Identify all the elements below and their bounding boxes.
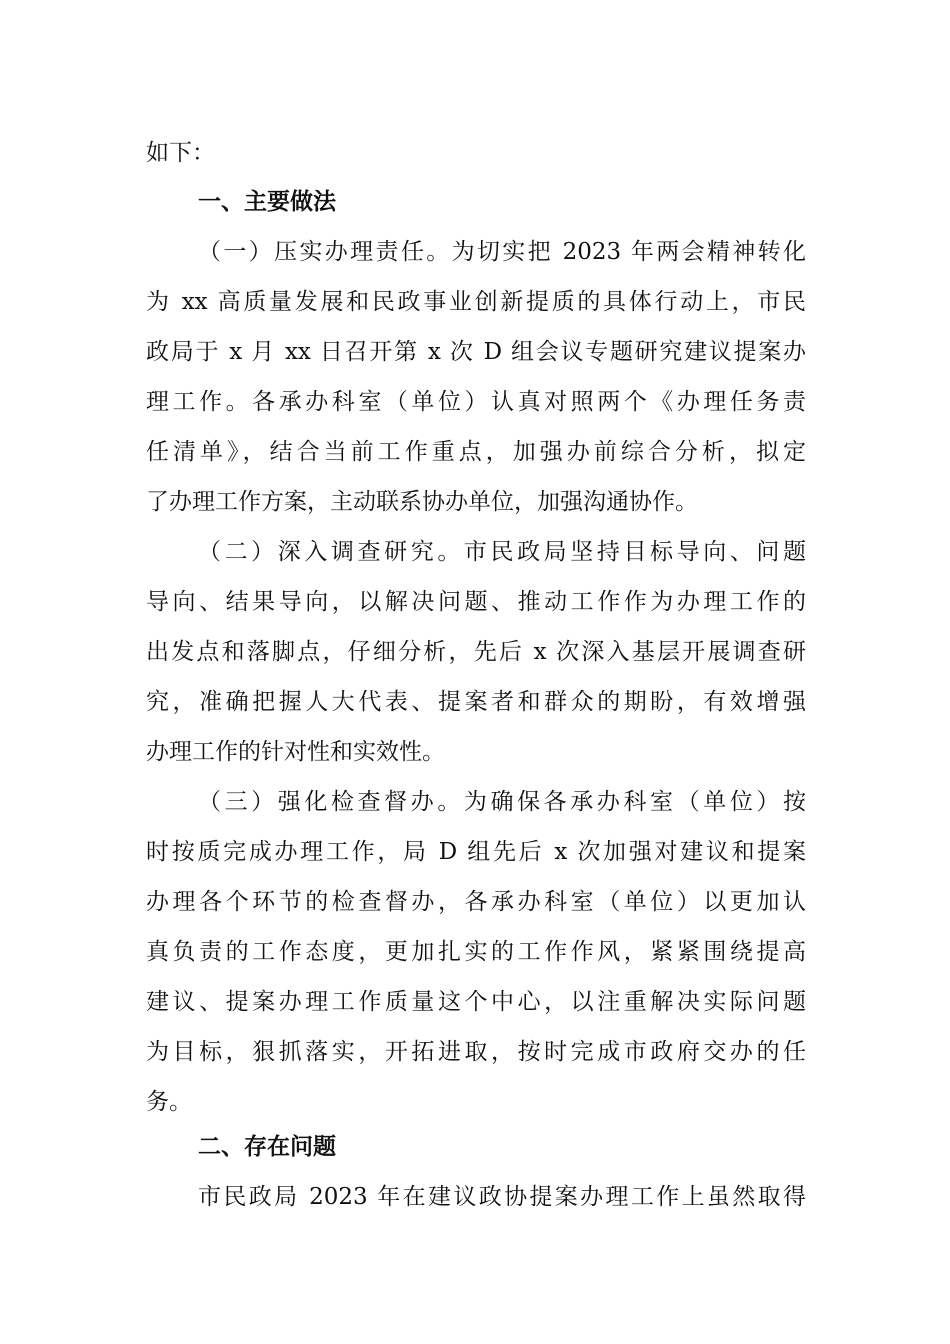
paragraph-2-line-1: （二）深入调查研究。市民政局坚持目标导向、问题 <box>198 539 806 565</box>
paragraph-1-line-6: 了办理工作方案，主动联系协办单位，加强沟通协作。 <box>146 489 698 515</box>
paragraph-3-line-4: 真负责的工作态度，更加扎实的工作作风，紧紧围绕提高 <box>146 939 806 965</box>
paragraph-3-line-5: 建议、提案办理工作质量这个中心，以注重解决实际问题 <box>146 989 806 1015</box>
section-1-heading: 一、主要做法 <box>198 189 336 215</box>
paragraph-1-line-4: 理工作。各承办科室（单位）认真对照两个《办理任务责 <box>146 389 806 415</box>
paragraph-1-line-2: 为 xx 高质量发展和民政事业创新提质的具体行动上，市民 <box>146 289 806 315</box>
paragraph-3-line-2: 时按质完成办理工作，局 D 组先后 x 次加强对建议和提案 <box>146 839 806 865</box>
paragraph-1-line-5: 任清单》，结合当前工作重点，加强办前综合分析，拟定 <box>146 439 806 465</box>
paragraph-1-line-1: （一）压实办理责任。为切实把 2023 年两会精神转化 <box>198 239 806 265</box>
paragraph-2-line-4: 究，准确把握人大代表、提案者和群众的期盼，有效增强 <box>146 689 806 715</box>
intro-line: 如下： <box>146 140 215 166</box>
paragraph-1-line-3: 政局于 x 月 xx 日召开第 x 次 D 组会议专题研究建议提案办 <box>146 339 806 365</box>
paragraph-3-line-6: 为目标，狠抓落实，开拓进取，按时完成市政府交办的任 <box>146 1039 806 1065</box>
paragraph-2-line-3: 出发点和落脚点，仔细分析，先后 x 次深入基层开展调查研 <box>146 639 806 665</box>
section-2-heading: 二、存在问题 <box>198 1134 336 1160</box>
paragraph-3-line-3: 办理各个环节的检查督办，各承办科室（单位）以更加认 <box>146 889 806 915</box>
paragraph-4-line-1: 市民政局 2023 年在建议政协提案办理工作上虽然取得 <box>198 1184 806 1210</box>
paragraph-2-line-2: 导向、结果导向，以解决问题、推动工作作为办理工作的 <box>146 589 806 615</box>
paragraph-2-line-5: 办理工作的针对性和实效性。 <box>146 739 445 765</box>
paragraph-3-line-7: 务。 <box>146 1089 192 1115</box>
paragraph-3-line-1: （三）强化检查督办。为确保各承办科室（单位）按 <box>198 789 806 815</box>
